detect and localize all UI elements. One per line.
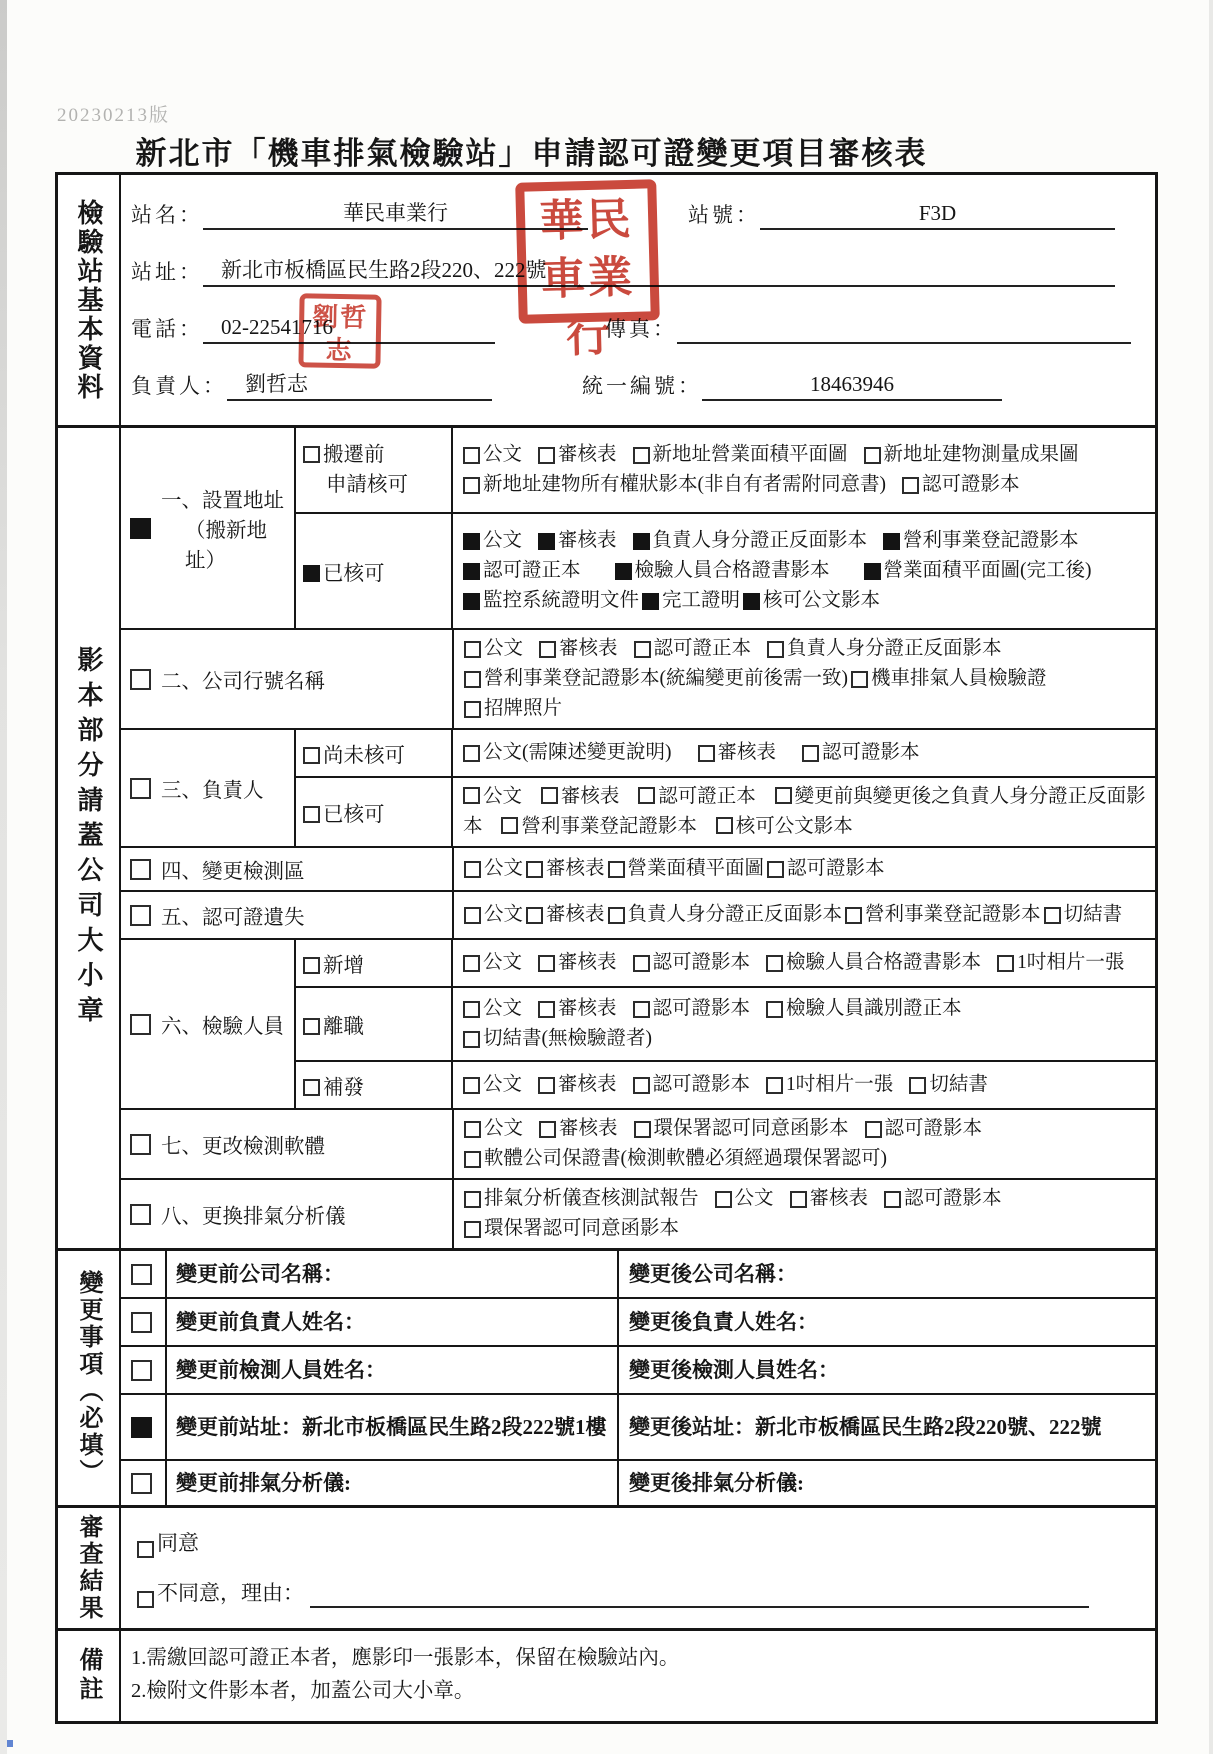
doc-item: 切結書: [1044, 900, 1123, 930]
doc-item: 審核表: [538, 440, 617, 470]
doc-item: 監控系統證明文件: [463, 586, 639, 616]
doc-checkbox: [538, 1001, 555, 1018]
doc-item: 檢驗人員合格證書影本: [615, 556, 830, 586]
fax-value: [677, 314, 1131, 344]
doc-checkbox: [775, 787, 792, 804]
doc-checkbox: [865, 1121, 882, 1138]
item-title-text: 七、更改檢測軟體: [161, 1136, 325, 1158]
item-setup-address: [121, 428, 1155, 628]
owner-seal-text: 劉哲志: [311, 302, 369, 365]
station-code-label: 站號：: [688, 202, 760, 227]
item-checkbox: [130, 905, 151, 926]
doc-checkbox: [526, 861, 543, 878]
doc-checkbox: [766, 1077, 783, 1094]
item-change-software: [121, 1108, 1155, 1178]
owner-label: 負責人：: [131, 373, 227, 398]
copy-documents-section: [58, 425, 1155, 1248]
doc-item: 變更前與變更後之負責人身分證正反面影本: [463, 786, 1146, 837]
item-title-text: 二、公司行號名稱: [161, 671, 325, 693]
doc-checkbox: [716, 817, 733, 834]
change-before-label: 變更前公司名稱：: [167, 1251, 619, 1297]
change-items-section: [58, 1248, 1155, 1505]
doc-item: 完工證明: [642, 586, 740, 616]
sub-option-cell: 離職: [296, 988, 453, 1060]
review-disagree-row: [137, 1578, 1139, 1608]
doc-item: 負責人身分證正反面影本: [608, 900, 843, 930]
notes-section: [58, 1628, 1155, 1721]
doc-checkbox: [766, 1001, 783, 1018]
review-result-section: [58, 1505, 1155, 1628]
sub-option-cell: 已核可: [296, 778, 453, 846]
doc-item: 認可證影本: [884, 1184, 1002, 1214]
change-section-label: 變更事項（必填）: [75, 1270, 101, 1486]
docs-cell: [453, 778, 1155, 846]
doc-checkbox: [633, 447, 650, 464]
owner-row: [131, 369, 1133, 401]
doc-checkbox: [633, 955, 650, 972]
disagree-checkbox: [137, 1591, 154, 1608]
doc-checkbox: [501, 817, 518, 834]
doc-item: 機車排氣人員檢驗證: [851, 664, 1047, 694]
doc-item: 新地址營業面積平面圖: [633, 440, 848, 470]
doc-checkbox: [633, 533, 650, 550]
change-row-station-address: [121, 1393, 1155, 1459]
item-title-text: 八、更換排氣分析儀: [161, 1206, 346, 1228]
phone-label: 電話：: [131, 316, 203, 341]
change-row-company-name: [121, 1251, 1155, 1297]
change-after-label: 變更後公司名稱：: [629, 1261, 797, 1286]
sub-row-new: [296, 940, 1155, 986]
note-line: 1.需繳回認可證正本者，應影印一張影本，保留在檢驗站內。: [131, 1647, 680, 1669]
doc-item: 公文: [464, 634, 523, 664]
doc-item: 營利事業登記證影本(統編變更前後需一致): [464, 664, 848, 694]
item-title-cell: [121, 940, 296, 1108]
sub-checkbox: [303, 957, 320, 974]
station-name-value: 華民車業行: [203, 198, 588, 230]
doc-item: 認可證影本: [802, 738, 920, 768]
doc-item: 核可公文影本: [716, 816, 853, 837]
doc-item: 公文: [463, 526, 522, 556]
doc-checkbox: [638, 787, 655, 804]
sub-checkbox: [303, 446, 320, 463]
doc-item: 公文: [464, 900, 523, 930]
docs-cell: [453, 940, 1155, 986]
docs-cell: [454, 630, 1155, 728]
change-before-label: 變更前站址：新北市板橋區民生路2段222號1樓: [167, 1395, 619, 1459]
doc-checkbox: [539, 1121, 556, 1138]
change-after-label: 變更後排氣分析儀:: [629, 1470, 804, 1495]
doc-checkbox: [463, 447, 480, 464]
station-code-value: F3D: [760, 198, 1115, 230]
docs-cell: [453, 730, 1155, 776]
doc-checkbox: [767, 641, 784, 658]
docs-cell: [454, 848, 1155, 890]
doc-checkbox: [464, 861, 481, 878]
item-title-cell: [121, 1180, 454, 1248]
doc-checkbox: [909, 1077, 926, 1094]
doc-checkbox: [464, 1221, 481, 1238]
doc-checkbox: [463, 477, 480, 494]
notes-section-label: 備註: [75, 1647, 101, 1705]
doc-item: 認可證影本: [633, 1070, 751, 1100]
notes-section-header: [58, 1631, 121, 1721]
item-inspectors: [121, 938, 1155, 1108]
doc-checkbox: [463, 745, 480, 762]
uniform-no-label: 統一編號：: [582, 373, 702, 398]
doc-item: 營利事業登記證影本: [845, 900, 1041, 930]
owner-value: 劉哲志: [227, 369, 492, 401]
item-title-cell: [121, 730, 296, 846]
item-title-cell: [121, 892, 454, 938]
doc-item: 環保署認可同意函影本: [634, 1114, 849, 1144]
change-before-label: 變更前檢測人員姓名：: [167, 1347, 619, 1393]
doc-checkbox: [463, 1077, 480, 1094]
doc-item: 審核表: [538, 994, 617, 1024]
doc-item: 公文: [463, 440, 522, 470]
disagree-reason-line: [310, 1578, 1089, 1608]
doc-item: 公文: [464, 854, 523, 884]
sub-option-cell: 已核可: [296, 514, 453, 628]
doc-item: 軟體公司保證書(檢測軟體必須經過環保署認可): [464, 1144, 887, 1174]
doc-checkbox: [464, 641, 481, 658]
disagree-label: 不同意，理由：: [157, 1581, 304, 1605]
doc-item: 1吋相片一張: [766, 1070, 893, 1100]
item-title-cell: [121, 848, 454, 890]
doc-item: 認可證影本: [767, 854, 885, 884]
doc-checkbox: [538, 447, 555, 464]
doc-checkbox: [1044, 907, 1061, 924]
doc-checkbox: [464, 907, 481, 924]
doc-item: 審核表: [539, 634, 618, 664]
doc-checkbox: [464, 701, 481, 718]
doc-item: 公文: [463, 786, 522, 807]
uniform-no-value: 18463946: [702, 369, 1002, 401]
doc-checkbox: [538, 533, 555, 550]
doc-checkbox: [538, 1077, 555, 1094]
station-address-value: 新北市板橋區民生路2段220、222號: [203, 255, 1115, 287]
doc-item: 營利事業登記證影本: [501, 816, 697, 837]
item-checkbox: [130, 1204, 151, 1225]
form-version: 20230213版: [57, 105, 171, 126]
doc-item: 切結書: [909, 1070, 988, 1100]
doc-checkbox: [538, 955, 555, 972]
doc-checkbox: [463, 1001, 480, 1018]
docs-cell: [454, 1180, 1155, 1248]
item-title-text: 三、負責人: [161, 780, 264, 802]
doc-item: 審核表: [526, 900, 605, 930]
doc-checkbox: [802, 745, 819, 762]
change-checkbox-cell: [121, 1347, 167, 1393]
note-line: 2.檢附文件影本者，加蓋公司大小章。: [131, 1680, 475, 1702]
doc-checkbox: [883, 533, 900, 550]
docs-cell: [453, 1062, 1155, 1108]
change-after-label: 變更後負責人姓名：: [629, 1309, 818, 1334]
doc-checkbox: [464, 1191, 481, 1208]
doc-item: 認可證影本: [865, 1114, 983, 1144]
item-owner: [121, 728, 1155, 846]
sub-checkbox: [303, 806, 320, 823]
item-checkbox: [130, 778, 151, 799]
change-row-inspector-name: [121, 1345, 1155, 1393]
doc-checkbox: [634, 1121, 651, 1138]
change-checkbox: [131, 1264, 152, 1285]
doc-item: 招牌照片: [464, 694, 562, 724]
doc-checkbox: [464, 1151, 481, 1168]
form-title: 新北市「機車排氣檢驗站」申請認可證變更項目審核表: [135, 136, 928, 171]
item-title-cell: [121, 630, 454, 728]
doc-item: 審核表: [539, 1114, 618, 1144]
doc-checkbox: [698, 745, 715, 762]
copy-section-label: 影本部分請蓋公司大小章: [74, 645, 103, 1031]
sub-option-cell: 尚未核可: [296, 730, 453, 776]
doc-checkbox: [790, 1191, 807, 1208]
doc-item: 審核表: [538, 526, 617, 556]
doc-item: 新地址建物所有權狀影本(非自有者需附同意書): [463, 470, 886, 500]
change-checkbox: [131, 1312, 152, 1333]
agree-checkbox: [137, 1541, 154, 1558]
review-section-header: [58, 1508, 121, 1628]
scan-edge-artifact: [0, 0, 7, 1754]
sub-option-cell: 補發: [296, 1062, 453, 1108]
doc-item: 環保署認可同意函影本: [464, 1214, 679, 1244]
doc-checkbox: [463, 563, 480, 580]
sub-row-approved: [296, 776, 1155, 846]
doc-item: 切結書(無檢驗證者): [463, 1024, 652, 1054]
sub-checkbox: [303, 565, 320, 582]
change-before-label: 變更前負責人姓名：: [167, 1299, 619, 1345]
doc-item: 公文: [463, 994, 522, 1024]
item-title-cell: [121, 428, 296, 628]
item-checkbox: [130, 1014, 151, 1035]
doc-checkbox: [642, 593, 659, 610]
docs-cell: [454, 1110, 1155, 1178]
doc-item: 審核表: [538, 1070, 617, 1100]
change-row-analyzer: [121, 1459, 1155, 1505]
doc-checkbox: [464, 1121, 481, 1138]
doc-checkbox: [715, 1191, 732, 1208]
sub-row-reissue: [296, 1060, 1155, 1108]
sub-checkbox: [303, 1079, 320, 1096]
sub-option-cell: 新增: [296, 940, 453, 986]
copy-section-header: [58, 428, 121, 1248]
docs-cell: [453, 988, 1155, 1060]
doc-checkbox: [463, 533, 480, 550]
doc-item: 負責人身分證正反面影本: [767, 634, 1002, 664]
doc-checkbox: [539, 641, 556, 658]
doc-checkbox: [743, 593, 760, 610]
doc-item: 排氣分析儀查核測試報告: [464, 1184, 699, 1214]
doc-checkbox: [633, 1001, 650, 1018]
docs-cell: [454, 892, 1155, 938]
agree-label: 同意: [157, 1531, 199, 1555]
scan-edge-artifact: [1209, 0, 1213, 1754]
doc-checkbox: [902, 477, 919, 494]
item-title-text: 六、檢驗人員: [161, 1016, 284, 1038]
change-checkbox: [131, 1360, 152, 1381]
sub-row-approved: [296, 512, 1155, 628]
doc-item: 營業面積平面圖: [608, 854, 765, 884]
doc-item: 認可證影本: [902, 470, 1020, 500]
change-checkbox: [131, 1417, 152, 1438]
doc-item: 認可證正本: [634, 634, 752, 664]
item-lost-certificate: [121, 890, 1155, 938]
doc-item: 新地址建物測量成果圖: [864, 440, 1079, 470]
change-section-header: [58, 1251, 121, 1505]
item-replace-analyzer: [121, 1178, 1155, 1248]
review-section-label: 審查結果: [75, 1514, 101, 1622]
doc-item: 認可證影本: [633, 994, 751, 1024]
docs-cell: [453, 428, 1155, 512]
doc-checkbox: [633, 1077, 650, 1094]
doc-item: 公文: [463, 1070, 522, 1100]
change-after-label: 變更後檢測人員姓名：: [629, 1357, 839, 1382]
item-company-name: [121, 628, 1155, 728]
basic-section-label: 檢驗站基本資料: [74, 198, 103, 402]
doc-item: 營利事業登記證影本: [883, 526, 1079, 556]
review-agree-row: [137, 1528, 1139, 1558]
company-seal-text: 華民車業行: [539, 194, 636, 362]
change-checkbox-cell: [121, 1461, 167, 1505]
doc-item: 營業面積平面圖(完工後): [864, 556, 1092, 586]
change-checkbox: [131, 1473, 152, 1494]
phone-value: 02-22541716: [203, 312, 495, 344]
doc-checkbox: [463, 787, 480, 804]
doc-item: 核可公文影本: [743, 586, 880, 616]
doc-checkbox: [634, 641, 651, 658]
owner-seal-stamp: [298, 293, 381, 368]
doc-item: 審核表: [538, 948, 617, 978]
sub-option-cell: 搬遷前 申請核可: [296, 428, 453, 512]
doc-checkbox: [463, 593, 480, 610]
item-title-text: 一、設置地址 （搬新地址）: [161, 490, 284, 572]
change-after-label: 變更後站址：新北市板橋區民生路2段220號、222號: [629, 1414, 1102, 1439]
sub-row-resigned: [296, 986, 1155, 1060]
doc-item: 審核表: [526, 854, 605, 884]
doc-checkbox: [884, 1191, 901, 1208]
scan-speck-artifact: [7, 1740, 13, 1747]
sub-checkbox: [303, 1018, 320, 1035]
doc-item: 公文: [463, 948, 522, 978]
doc-item: 負責人身分證正反面影本: [633, 526, 868, 556]
doc-item: 認可證正本: [463, 556, 581, 586]
change-before-label: 變更前排氣分析儀:: [167, 1461, 619, 1505]
item-checkbox: [130, 1134, 151, 1155]
change-checkbox-cell: [121, 1395, 167, 1459]
sub-row-not-approved: [296, 730, 1155, 776]
station-name-label: 站名：: [131, 202, 203, 227]
station-address-label: 站址：: [131, 259, 203, 284]
doc-checkbox: [615, 563, 632, 580]
item-checkbox: [130, 518, 151, 539]
doc-item: 檢驗人員識別證正本: [766, 994, 962, 1024]
doc-checkbox: [767, 861, 784, 878]
doc-checkbox: [463, 955, 480, 972]
doc-checkbox: [608, 861, 625, 878]
doc-item: 認可證正本: [638, 786, 756, 807]
item-title-cell: [121, 1110, 454, 1178]
item-title-text: 四、變更檢測區: [161, 861, 305, 883]
doc-checkbox: [464, 671, 481, 688]
doc-item: 1吋相片一張: [997, 948, 1124, 978]
docs-cell: [453, 514, 1155, 628]
doc-item: 審核表: [698, 738, 777, 768]
form-table: [55, 172, 1158, 1724]
change-checkbox-cell: [121, 1299, 167, 1345]
doc-checkbox: [997, 955, 1014, 972]
change-checkbox-cell: [121, 1251, 167, 1297]
item-checkbox: [130, 669, 151, 690]
change-row-owner-name: [121, 1297, 1155, 1345]
item-checkbox: [130, 859, 151, 880]
doc-checkbox: [864, 447, 881, 464]
sub-checkbox: [303, 747, 320, 764]
doc-checkbox: [845, 907, 862, 924]
doc-checkbox: [766, 955, 783, 972]
doc-item: 檢驗人員合格證書影本: [766, 948, 981, 978]
doc-checkbox: [526, 907, 543, 924]
item-title-text: 五、認可證遺失: [161, 907, 305, 929]
doc-item: 審核表: [541, 786, 620, 807]
doc-item: 審核表: [790, 1184, 869, 1214]
doc-checkbox: [864, 563, 881, 580]
doc-checkbox: [851, 671, 868, 688]
doc-checkbox: [608, 907, 625, 924]
doc-item: 認可證影本: [633, 948, 751, 978]
doc-item: 公文: [715, 1184, 774, 1214]
doc-checkbox: [541, 787, 558, 804]
fax-label: 傳真：: [605, 316, 677, 341]
sub-row-before-move: [296, 428, 1155, 512]
doc-checkbox: [463, 1031, 480, 1048]
basic-section-header: [58, 175, 121, 425]
doc-item: 公文(需陳述變更說明): [463, 738, 672, 768]
item-change-test-area: [121, 846, 1155, 890]
doc-item: 公文: [464, 1114, 523, 1144]
